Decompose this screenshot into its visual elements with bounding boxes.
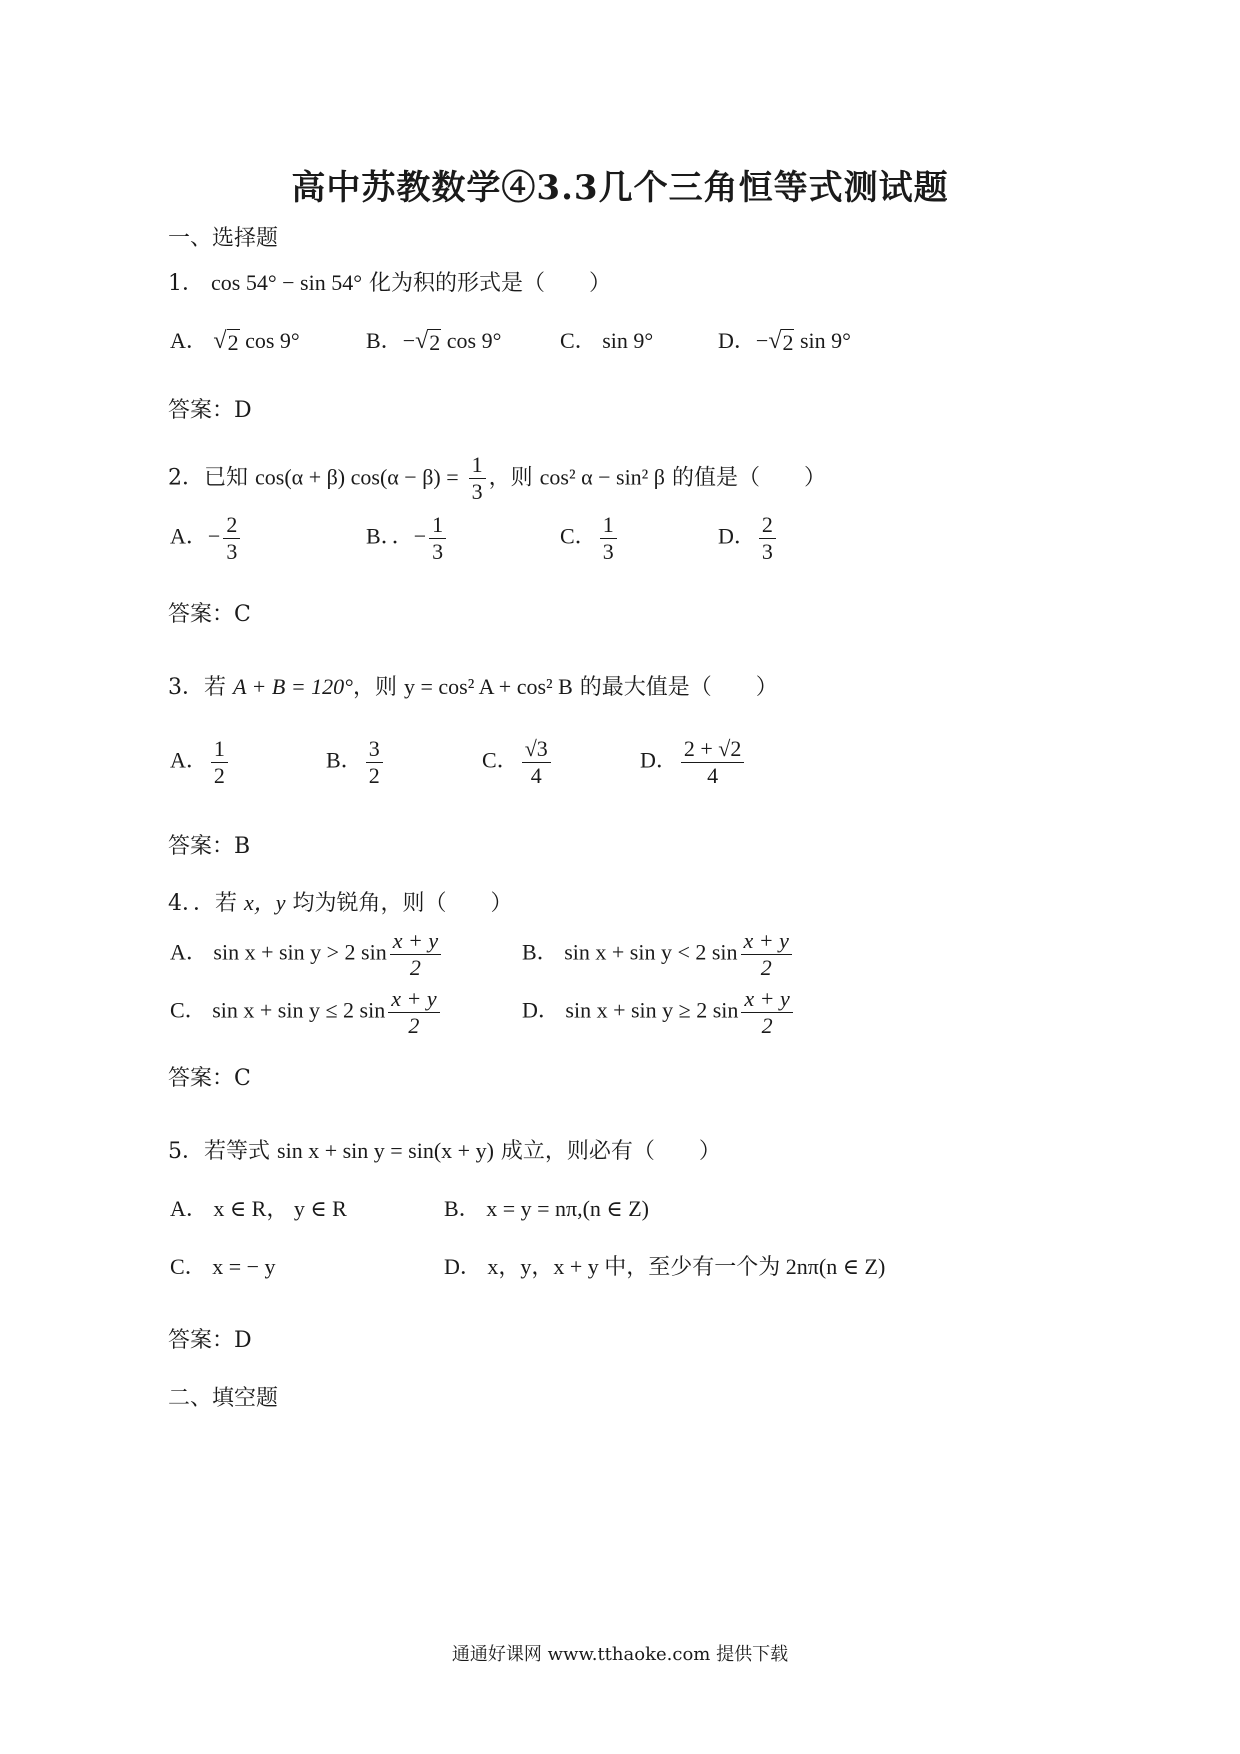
fraction: $\frac{√3}{4}$ (522, 736, 551, 789)
question-3: 3．若 A + B = 120°，则 y = cos² A + cos² B 的最大值是（ ） (168, 674, 778, 700)
q2-option-a: A．− $\frac{2}{3}$ (170, 512, 243, 565)
question-number: 1． (168, 271, 204, 296)
q3-option-d: D． $\frac{2 + √2}{4}$ (640, 736, 747, 789)
section-heading-choice: 一、选择题 (168, 226, 279, 251)
fraction: $\frac{2}{3}$ (759, 512, 776, 565)
question-text: 化为积的形式是（ ） (369, 271, 612, 296)
question-1 (168, 268, 611, 299)
q3-option-c: C． $\frac{√3}{4}$ (482, 736, 554, 789)
sqrt-expression: √ 2 (768, 328, 794, 355)
fraction: $\frac{x + y}{2}$ (741, 986, 792, 1039)
fraction: $\frac{1}{3}$ (469, 452, 486, 505)
q5-option-a: A． x ∈ R， y ∈ R (170, 1196, 347, 1221)
q4-option-d: D． sin x + sin y ≥ 2 sin $\frac{x + y}{2}$ (522, 986, 796, 1039)
fraction: $\frac{2}{3}$ (223, 512, 240, 565)
q4-option-a: A． sin x + sin y > 2 sin $\frac{x + y}{2}$ (170, 928, 444, 981)
fraction: $\frac{1}{3}$ (600, 512, 617, 565)
fraction: $\frac{x + y}{2}$ (390, 928, 441, 981)
page-title: 高中苏教数学④3.3几个三角恒等式测试题 (291, 168, 949, 208)
question-2: 2．已知 cos(α + β) cos(α − β) = $\frac{1}{3}$ ，则 cos² α − sin² β 的值是（ ） (168, 452, 826, 504)
question-math: cos 54° − sin 54° (211, 270, 363, 295)
fraction: $\frac{3}{2}$ (366, 736, 383, 789)
q5-option-b: B． x = y = nπ,(n ∈ Z) (444, 1196, 649, 1221)
q2-option-c: C． $\frac{1}{3}$ (560, 512, 620, 565)
page-footer: 通通好课网 www.tthaoke.com 提供下载 (451, 1644, 789, 1665)
answer-4: 答案：C (168, 1066, 251, 1091)
q1-option-d: D．− √ 2 sin 9° (718, 328, 851, 355)
answer-2: 答案：C (168, 602, 251, 627)
fraction: $\frac{1}{3}$ (429, 512, 446, 565)
q1-option-b: B．− √ 2 cos 9° (366, 328, 502, 355)
question-5: 5．若等式 sin x + sin y = sin(x + y) 成立，则必有（ ） (168, 1138, 721, 1164)
fraction: $\frac{1}{2}$ (211, 736, 228, 789)
sqrt-expression: √ 2 (213, 328, 239, 355)
q3-option-b: B． $\frac{3}{2}$ (326, 736, 386, 789)
question-4: 4．．若 x，y 均为锐角，则（ ） (168, 890, 513, 916)
fraction: $\frac{x + y}{2}$ (741, 928, 792, 981)
answer-3: 答案：B (168, 834, 251, 859)
section-heading-fill: 二、填空题 (168, 1386, 279, 1411)
answer-5: 答案：D (168, 1328, 252, 1353)
fraction: $\frac{2 + √2}{4}$ (681, 736, 744, 789)
answer-1: 答案：D (168, 398, 252, 423)
sqrt-expression: √ 2 (415, 328, 441, 355)
q1-option-a: A． √ 2 cos 9° (170, 328, 300, 355)
q2-option-d: D． $\frac{2}{3}$ (718, 512, 779, 565)
q4-option-c: C． sin x + sin y ≤ 2 sin $\frac{x + y}{2}$ (170, 986, 443, 1039)
q2-option-b: B．．− $\frac{1}{3}$ (366, 512, 449, 565)
q5-option-d: D． x，y，x + y 中，至少有一个为 2nπ(n ∈ Z) (444, 1254, 886, 1279)
q5-option-c: C． x = − y (170, 1254, 276, 1279)
q4-option-b: B． sin x + sin y < 2 sin $\frac{x + y}{2}$ (522, 928, 795, 981)
q3-option-a: A． $\frac{1}{2}$ (170, 736, 231, 789)
q1-option-c: C． sin 9° (560, 328, 654, 353)
fraction: $\frac{x + y}{2}$ (388, 986, 439, 1039)
